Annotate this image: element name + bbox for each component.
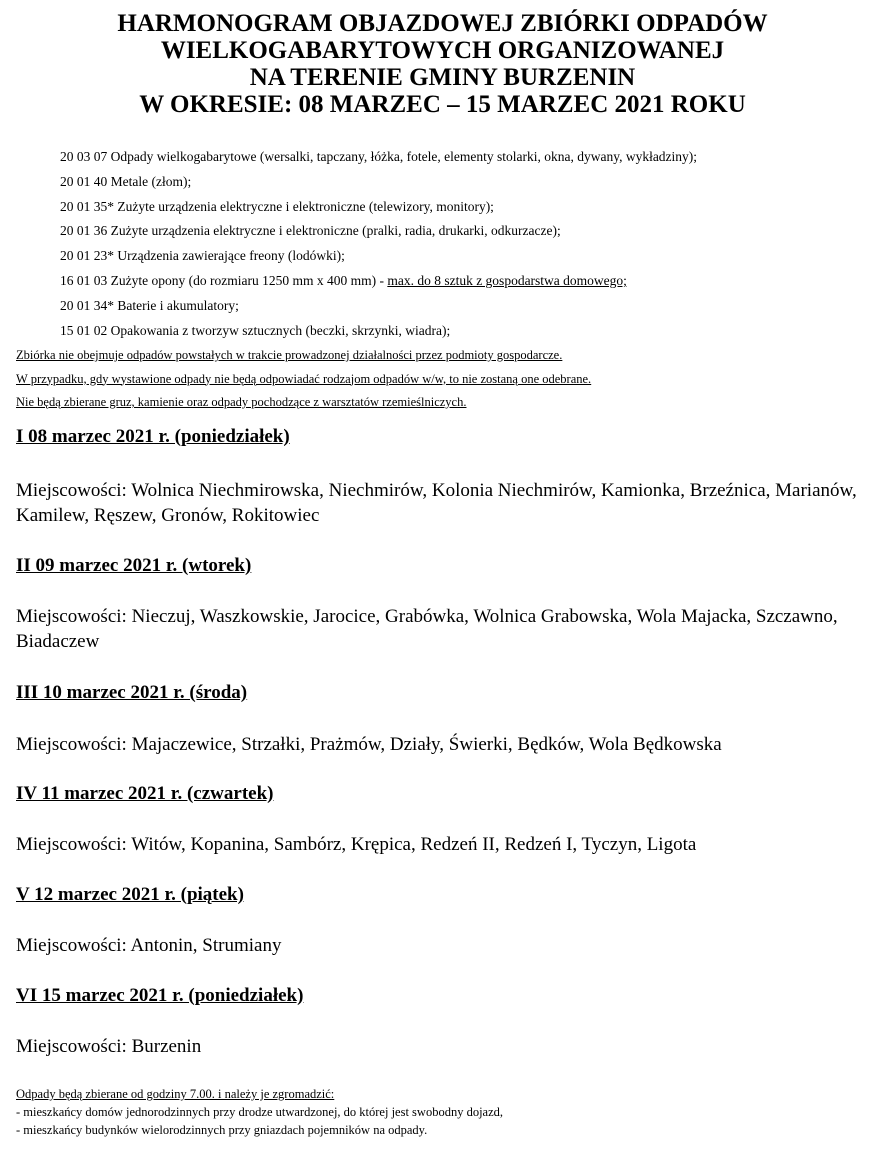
day-heading: VI 15 marzec 2021 r. (poniedziałek) (16, 985, 304, 1006)
tyre-limit-note: max. do 8 sztuk z gospodarstwa domowego; (387, 272, 627, 288)
note-line: Zbiórka nie obejmuje odpadów powstałych w trakcie prowadzonej działalności przez podmioty gospodarcze. (16, 348, 563, 362)
waste-code-item-tyres (60, 271, 880, 296)
waste-code-item: 20 01 35* Zużyte urządzenia elektryczne i elektroniczne (telewizory, monitory); (60, 198, 494, 214)
day-locations: Miejscowości: Majaczewice, Strzałki, Prażmów, Działy, Świerki, Będków, Wola Będkowska (16, 734, 722, 755)
day-locations: Miejscowości: Antonin, Strumiany (16, 935, 282, 956)
day-heading: I 08 marzec 2021 r. (poniedziałek) (16, 426, 290, 447)
waste-code-item: 20 03 07 Odpady wielkogabarytowe (wersalki, tapczany, łóżka, fotele, elementy stolarki, okna, dywany, wykładziny); (60, 149, 698, 164)
waste-code-text: 16 01 03 Zużyte opony (do rozmiaru 1250 mm x 400 mm) - (60, 272, 388, 288)
day-locations: Miejscowości: Witów, Kopanina, Sambórz, Krępica, Redzeń II, Redzeń I, Tyczyn, Ligota (16, 834, 697, 855)
day-locations: Miejscowości: Nieczuj, Waszkowskie, Jarocice, Grabówka, Wolnica Grabowska, Wola Majacka, Szczawno, Biadaczew (16, 606, 838, 652)
note-line: W przypadku, gdy wystawione odpady nie będą odpowiadać rodzajom odpadów w/w, to nie zostaną one odebrane. (16, 371, 592, 386)
day-heading: V 12 marzec 2021 r. (piątek) (16, 884, 244, 905)
footer-line: - mieszkańcy budynków wielorodzinnych przy gniazdach pojemników na odpady. (16, 1123, 428, 1137)
day-locations: Miejscowości: Wolnica Niechmirowska, Niechmirów, Kolonia Niechmirów, Kamionka, Brzeźnica, Marianów, Kamilew, Ręszew, Gronów, Rokitowiec (16, 480, 857, 526)
waste-code-item: 20 01 36 Zużyte urządzenia elektryczne i elektroniczne (pralki, radia, drukarki, odkurzacze); (60, 223, 561, 239)
waste-code-item: 20 01 40 Metale (złom); (60, 173, 192, 189)
collection-notes (16, 346, 876, 417)
title-line: WIELKOGABARYTOWYCH ORGANIZOWANEJ (160, 37, 725, 64)
waste-code-item: 20 01 34* Baterie i akumulatory; (60, 297, 239, 313)
day-heading: II 09 marzec 2021 r. (wtorek) (16, 555, 252, 576)
waste-code-list (60, 147, 880, 345)
day-locations: Miejscowości: Burzenin (16, 1036, 202, 1057)
title-line: HARMONOGRAM OBJAZDOWEJ ZBIÓRKI ODPADÓW (117, 10, 768, 37)
note-line: Nie będą zbierane gruz, kamienie oraz odpady pochodzące z warsztatów rzemieślniczych. (16, 395, 467, 409)
waste-code-item: 20 01 23* Urządzenia zawierające freony (lodówki); (60, 248, 345, 264)
footer-line: - mieszkańcy domów jednorodzinnych przy drodze utwardzonej, do której jest swobodny dojazd, (16, 1105, 504, 1119)
footer-intro: Odpady będą zbierane od godziny 7.00. i należy je zgromadzić: (16, 1087, 335, 1101)
title-line: W OKRESIE: 08 MARZEC – 15 MARZEC 2021 ROKU (139, 91, 746, 118)
title-line: NA TERENIE GMINY BURZENIN (249, 64, 636, 91)
document-title (0, 10, 885, 118)
collection-footer (16, 1085, 876, 1139)
day-heading: III 10 marzec 2021 r. (środa) (16, 682, 248, 703)
waste-code-item: 15 01 02 Opakowania z tworzyw sztucznych (beczki, skrzynki, wiadra); (60, 322, 451, 338)
day-heading: IV 11 marzec 2021 r. (czwartek) (16, 783, 274, 804)
